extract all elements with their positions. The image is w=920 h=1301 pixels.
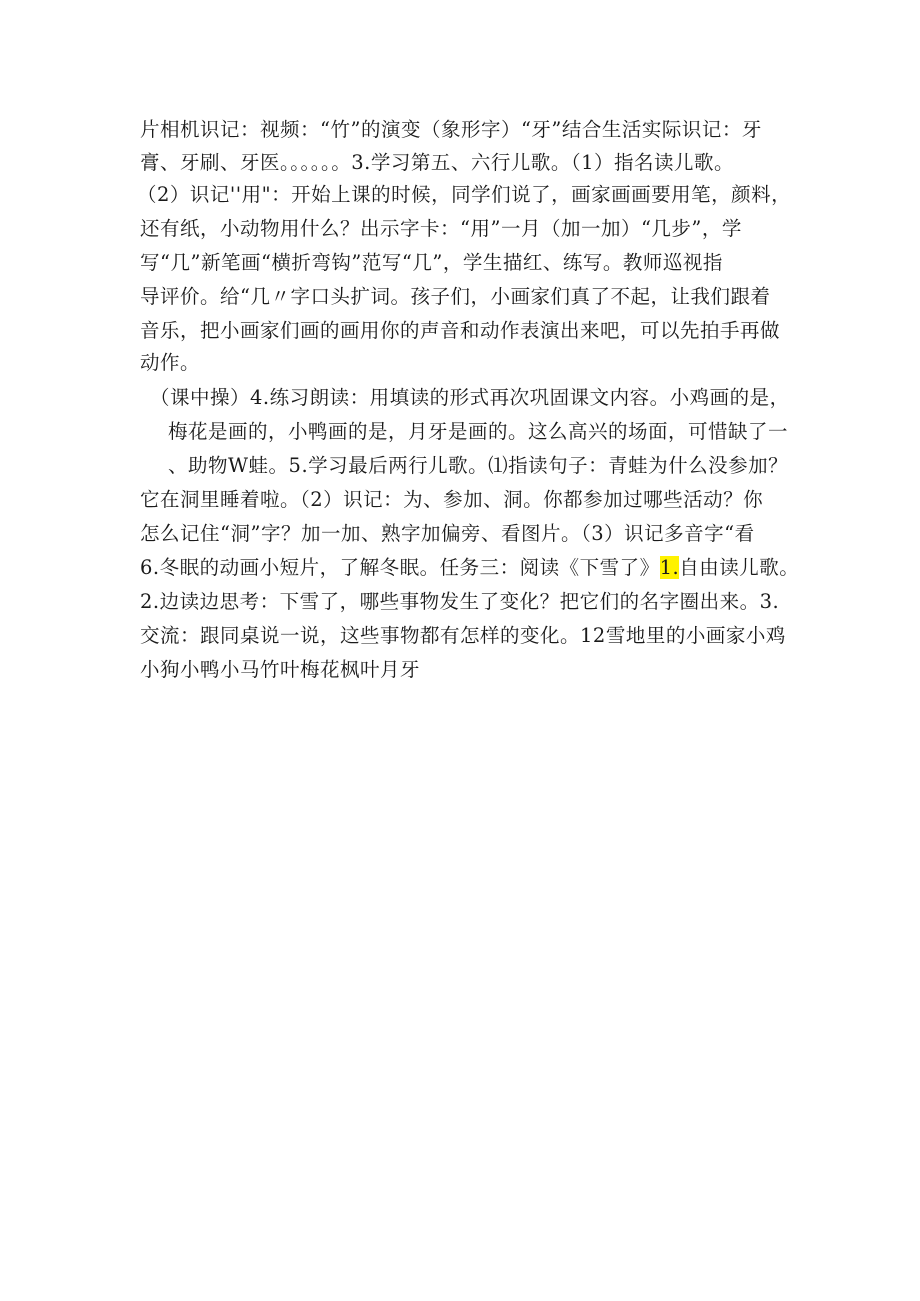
text-line: 片相机识记：视频：“竹”的演变（象形字）“牙”结合生活实际识记：牙 — [140, 118, 762, 141]
text-line: 交流：跟同桌说一说，这些事物都有怎样的变化。12雪地里的小画家小鸡 — [140, 624, 786, 647]
text-line-with-highlight — [140, 555, 799, 581]
highlighted-text: 1. — [659, 556, 680, 579]
text-segment: 6.冬眠的动画小短片，了解冬眠。任务三：阅读《下雪了》 — [140, 556, 660, 579]
text-line: 、助物W蛙。5.学习最后两行儿歌。⑴指读句子：青蛙为什么没参加？ — [168, 454, 789, 477]
text-line: 2.边读边思考：下雪了，哪些事物发生了变化？把它们的名字圈出来。3. — [140, 590, 780, 613]
text-line: 还有纸，小动物用什么？出示字卡：“用”一月（加一加）“几步”，学 — [140, 217, 742, 240]
text-line: 导评价。给“几〃字口头扩词。孩子们，小画家们真了不起，让我们跟着 — [140, 285, 771, 308]
text-line: （2）识记''用"：开始上课的时候，同学们说了，画家画画要用笔，颜料， — [137, 183, 792, 206]
text-line: 动作。 — [140, 351, 201, 374]
text-line: 小狗小鸭小马竹叶梅花枫叶月牙 — [140, 658, 421, 681]
text-line: 梅花是画的，小鸭画的是，月牙是画的。这么高兴的场面，可惜缺了一 — [168, 420, 789, 443]
text-line: 写“几”新笔画“横折弯钩”范写“几”，学生描红、练写。教师巡视指 — [140, 251, 723, 274]
text-line: 怎么记住“洞”字？加一加、熟字加偏旁、看图片。（3）识记多音字“看 — [140, 522, 755, 545]
text-segment: 自由读儿歌。 — [679, 556, 800, 579]
text-line: 音乐，把小画家们画的画用你的声音和动作表演出来吧，可以先拍手再做 — [140, 319, 781, 342]
text-line: 它在洞里睡着啦。（2）识记：为、参加、洞。你都参加过哪些活动？你 — [140, 488, 764, 511]
text-line: （课中操）4.练习朗读：用填读的形式再次巩固课文内容。小鸡画的是， — [150, 386, 790, 409]
text-line: 膏、牙刷、牙医。。。。。。3.学习第五、六行儿歌。（1）指名读儿歌。 — [140, 151, 735, 174]
